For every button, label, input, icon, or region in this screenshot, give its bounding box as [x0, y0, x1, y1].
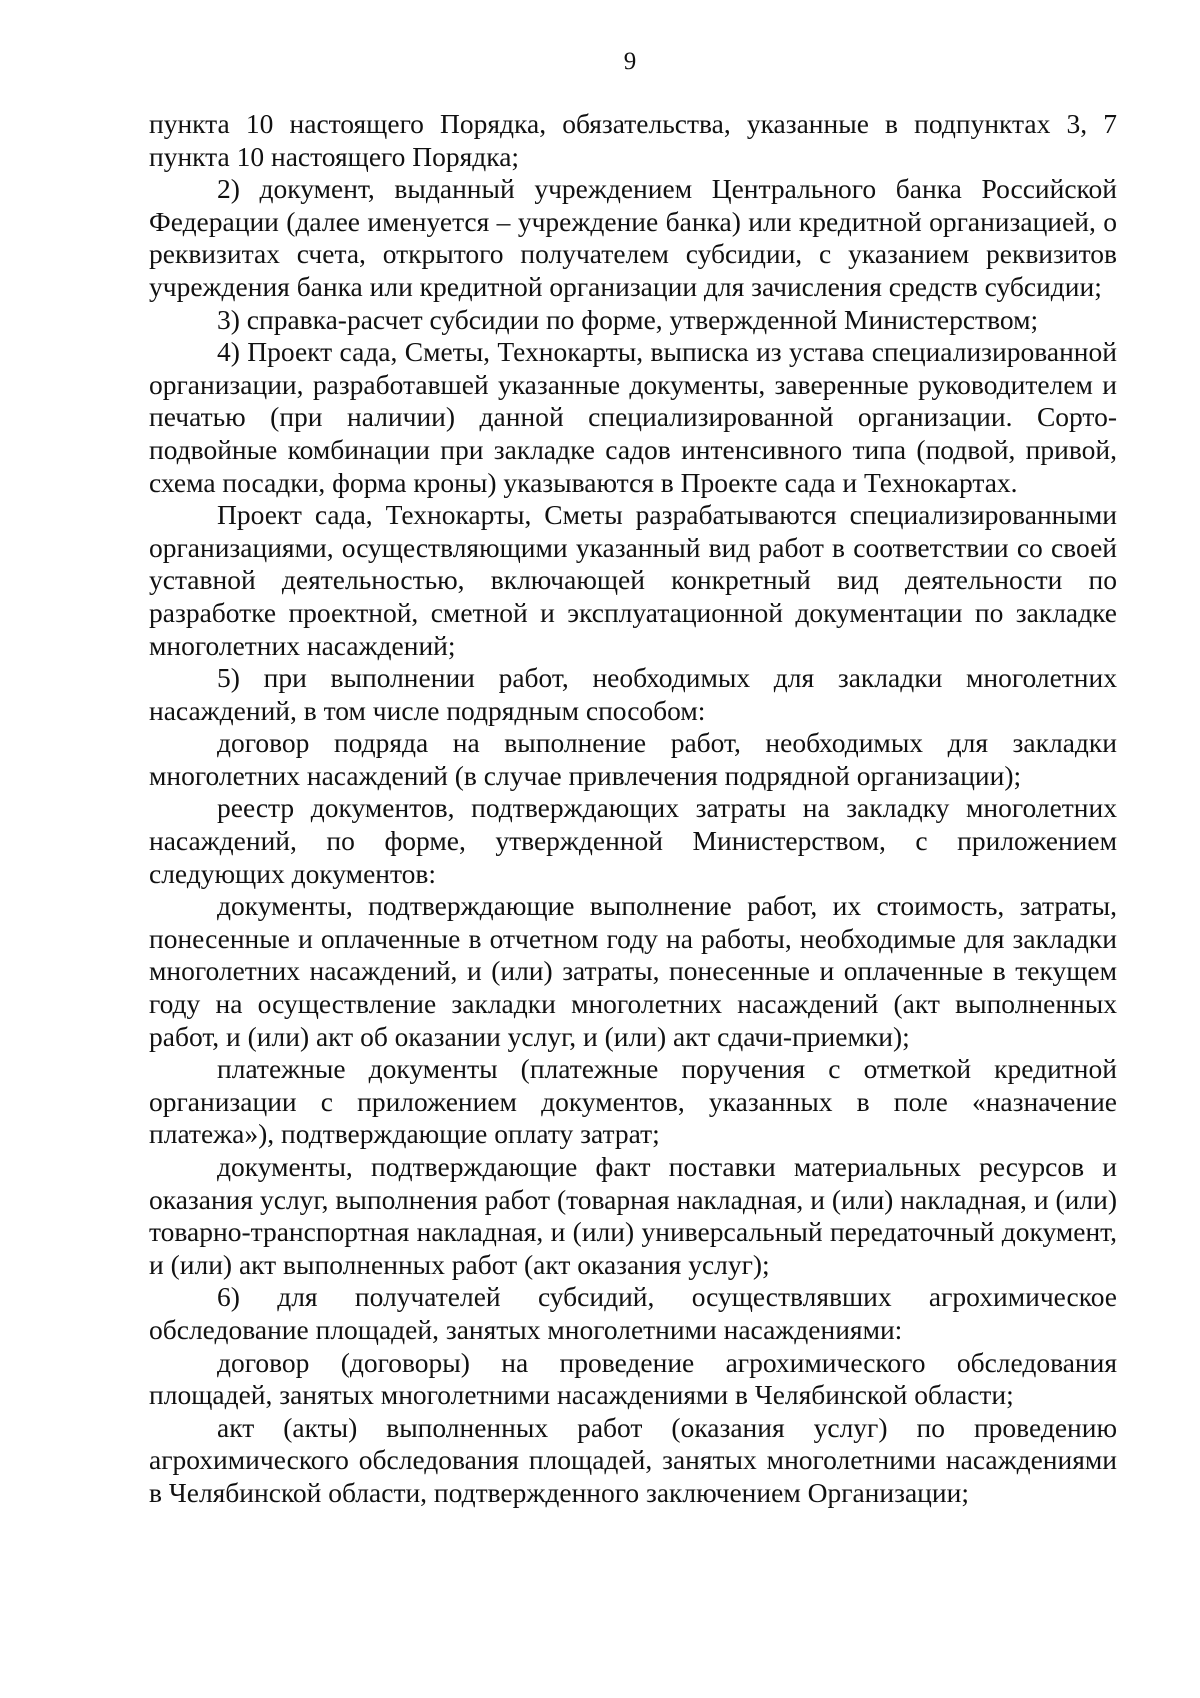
paragraph: Проект сада, Технокарты, Сметы разрабатываются специализированными организациями, осуществляющими указанный вид работ в соответствии со своей уставной деятельностью, включающей конкретный вид деятельности по разработке проектной, сметной и эксплуатационной документации по закладке многолетних насаждений;: [149, 499, 1117, 661]
paragraph: 3) справка-расчет субсидии по форме, утвержденной Министерством;: [217, 303, 1039, 335]
paragraph: документы, подтверждающие выполнение работ, их стоимость, затраты, понесенные и оплаченные в отчетном году на работы, необходимые для закладки многолетних насаждений, и (или) затраты, понесенные и оплаченные в текущем году на осуществление закладки многолетних насаждений (акт выполненных работ, и (или) акт об оказании услуг, и (или) акт сдачи-приемки);: [149, 890, 1117, 1052]
paragraph: реестр документов, подтверждающих затраты на закладку многолетних насаждений, по форме, утвержденной Министерством, с приложением следующих документов:: [149, 792, 1117, 889]
paragraph: договор подряда на выполнение работ, необходимых для закладки многолетних насаждений (в случае привлечения подрядной организации);: [149, 727, 1117, 791]
paragraph: акт (акты) выполненных работ (оказания услуг) по проведению агрохимического обследования площадей, занятых многолетними насаждениями в Челябинской области, подтвержденного заключением Организации;: [149, 1411, 1117, 1508]
page-number: 9: [623, 48, 637, 75]
paragraph: 4) Проект сада, Сметы, Технокарты, выписка из устава специализированной организации, разработавшей указанные документы, заверенные руководителем и печатью (при наличии) данной специализированной организации. Сорто-подвойные комбинации при закладке садов интенсивного типа (подвой, привой, схема посадки, форма кроны) указываются в Проекте сада и Технокартах.: [149, 336, 1117, 498]
paragraph: пункта 10 настоящего Порядка, обязательства, указанные в подпунктах 3, 7 пункта 10 настоящего Порядка;: [149, 108, 1117, 172]
paragraph: 6) для получателей субсидий, осуществлявших агрохимическое обследование площадей, занятых многолетними насаждениями:: [149, 1281, 1117, 1345]
paragraph: договор (договоры) на проведение агрохимического обследования площадей, занятых многолетними насаждениями в Челябинской области;: [149, 1346, 1117, 1411]
paragraph: платежные документы (платежные поручения с отметкой кредитной организации с приложением документов, указанных в поле «назначение платежа»), подтверждающие оплату затрат;: [149, 1053, 1117, 1150]
paragraph: документы, подтверждающие факт поставки материальных ресурсов и оказания услуг, выполнения работ (товарная накладная, и (или) накладная, и (или) товарно-транспортная накладная, и (или) универсальный передаточный документ, и (или) акт выполненных работ (акт оказания услуг);: [149, 1151, 1117, 1280]
document-body: [149, 108, 1117, 1510]
paragraph: 2) документ, выданный учреждением Центрального банка Российской Федерации (далее именуется – учреждение банка) или кредитной организацией, о реквизитах счета, открытого получателем субсидии, с указанием реквизитов учреждения банка или кредитной организации для зачисления средств субсидии;: [149, 173, 1117, 302]
paragraph: 5) при выполнении работ, необходимых для закладки многолетних насаждений, в том числе подрядным способом:: [149, 662, 1117, 726]
